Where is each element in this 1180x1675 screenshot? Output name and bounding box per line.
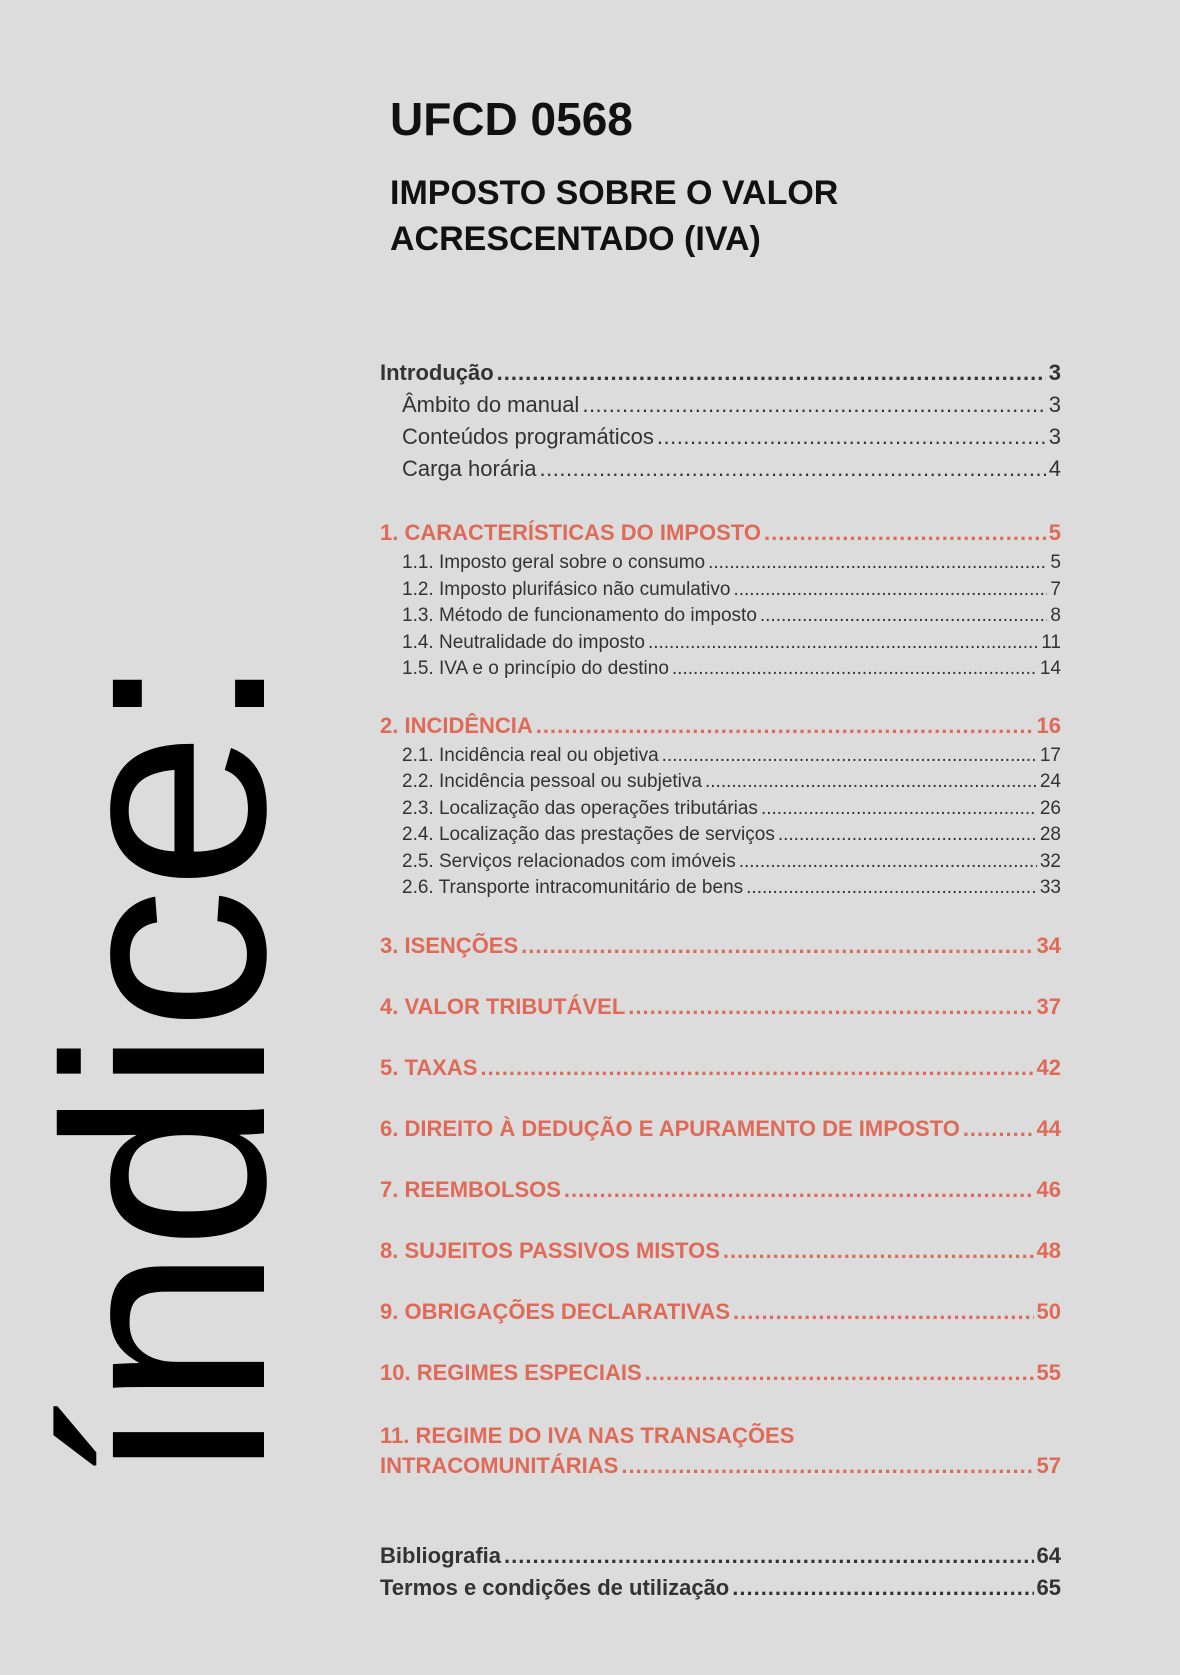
dot-leader bbox=[648, 632, 1038, 654]
toc-section-page: 34 bbox=[1036, 932, 1061, 958]
toc-entry-page: 33 bbox=[1039, 877, 1061, 898]
toc-section-label: 7. REEMBOLSOS bbox=[380, 1176, 561, 1202]
toc-entry-page: 26 bbox=[1039, 797, 1061, 819]
toc-entry-page: 3 bbox=[1048, 392, 1061, 417]
toc-entry-page: 64 bbox=[1036, 1542, 1061, 1568]
toc-entry-page: 5 bbox=[1050, 552, 1061, 573]
toc-subentry[interactable] bbox=[380, 851, 1061, 878]
toc-section-9[interactable] bbox=[380, 1299, 1061, 1331]
dot-leader bbox=[540, 456, 1046, 482]
dot-leader bbox=[504, 1543, 1034, 1569]
dot-leader bbox=[662, 745, 1037, 767]
toc-section-label: 4. VALOR TRIBUTÁVEL bbox=[380, 993, 626, 1019]
toc-entry-label: 1.3. Método de funcionamento do imposto bbox=[402, 605, 757, 626]
toc-entry-termos[interactable] bbox=[380, 1575, 1061, 1607]
toc-entry-label: 2.3. Localização das operações tributárias bbox=[402, 797, 758, 819]
dot-leader bbox=[733, 579, 1047, 601]
toc-subentry[interactable] bbox=[380, 824, 1061, 851]
toc-subentry[interactable] bbox=[380, 771, 1061, 798]
toc-entry-page: 3 bbox=[1048, 424, 1061, 449]
toc-entry-page: 32 bbox=[1039, 850, 1061, 872]
toc-subentry[interactable] bbox=[380, 658, 1061, 685]
dot-leader bbox=[497, 360, 1046, 386]
toc-entry-page: 65 bbox=[1036, 1574, 1061, 1600]
table-of-contents bbox=[380, 360, 1061, 1607]
toc-subentry[interactable] bbox=[380, 605, 1061, 632]
toc-section-8[interactable] bbox=[380, 1238, 1061, 1270]
dot-leader bbox=[645, 1360, 1034, 1386]
dot-leader bbox=[621, 1451, 1033, 1481]
toc-entry-page: 4 bbox=[1048, 456, 1061, 481]
toc-section-4[interactable] bbox=[380, 994, 1061, 1026]
toc-entry-page: 28 bbox=[1039, 824, 1061, 845]
toc-entry-page: 11 bbox=[1041, 631, 1061, 653]
toc-entry-page: 24 bbox=[1039, 771, 1061, 792]
toc-entry-page: 8 bbox=[1050, 605, 1061, 626]
toc-section-label: 2. INCIDÊNCIA bbox=[380, 712, 533, 738]
toc-section-5[interactable] bbox=[380, 1055, 1061, 1087]
dot-leader bbox=[733, 1299, 1034, 1325]
dot-leader bbox=[582, 392, 1045, 418]
toc-section-label: 10. REGIMES ESPECIAIS bbox=[380, 1359, 642, 1385]
toc-entry-label: 1.2. Imposto plurifásico não cumulativo bbox=[402, 578, 731, 600]
toc-entry-introducao[interactable] bbox=[380, 360, 1061, 392]
toc-section-label: 1. CARACTERÍSTICAS DO IMPOSTO bbox=[380, 520, 761, 545]
toc-section-page: 57 bbox=[1036, 1452, 1061, 1478]
dot-leader bbox=[778, 824, 1037, 846]
toc-entry-label: Âmbito do manual bbox=[402, 392, 580, 417]
index-side-heading: índice: bbox=[5, 655, 325, 1485]
dot-leader bbox=[564, 1177, 1034, 1203]
toc-entry-page: 17 bbox=[1039, 744, 1061, 766]
toc-section-label-line2: INTRACOMUNITÁRIAS bbox=[380, 1452, 619, 1478]
dot-leader bbox=[732, 1575, 1033, 1601]
toc-section-label: 6. DIREITO À DEDUÇÃO E APURAMENTO DE IMPOSTO bbox=[380, 1115, 960, 1141]
toc-entry-page: 3 bbox=[1048, 360, 1061, 385]
toc-entry-label: 1.5. IVA e o princípio do destino bbox=[402, 658, 669, 679]
toc-subentry[interactable] bbox=[380, 798, 1061, 825]
toc-section-page: 37 bbox=[1036, 993, 1061, 1019]
toc-entry-label: Termos e condições de utilização bbox=[380, 1574, 730, 1600]
toc-section-label-line1: 11. REGIME DO IVA NAS TRANSAÇÕES bbox=[380, 1422, 795, 1448]
toc-entry-label: 2.5. Serviços relacionados com imóveis bbox=[402, 850, 736, 872]
toc-section-page: 44 bbox=[1036, 1115, 1061, 1141]
dot-leader bbox=[657, 424, 1046, 450]
dot-leader bbox=[761, 798, 1037, 820]
dot-leader bbox=[708, 552, 1047, 574]
toc-entry-label: Conteúdos programáticos bbox=[402, 424, 654, 449]
toc-subentry[interactable] bbox=[380, 579, 1061, 606]
toc-entry-label: Bibliografia bbox=[380, 1542, 502, 1568]
toc-section-10[interactable] bbox=[380, 1360, 1061, 1392]
toc-section-page: 5 bbox=[1048, 520, 1061, 545]
dot-leader bbox=[628, 994, 1033, 1020]
toc-section-page: 42 bbox=[1036, 1054, 1061, 1080]
toc-entry-label: 2.1. Incidência real ou objetiva bbox=[402, 744, 659, 766]
document-title: IMPOSTO SOBRE O VALOR ACRESCENTADO (IVA) bbox=[390, 174, 839, 258]
toc-section-page: 48 bbox=[1036, 1237, 1061, 1263]
toc-section-3[interactable] bbox=[380, 933, 1061, 965]
dot-leader bbox=[739, 851, 1037, 873]
toc-entry-page: 14 bbox=[1039, 658, 1061, 679]
toc-entry-page: 7 bbox=[1050, 578, 1061, 600]
toc-section-page: 46 bbox=[1036, 1176, 1061, 1202]
toc-section-label: 5. TAXAS bbox=[380, 1054, 478, 1080]
toc-section-1[interactable] bbox=[380, 520, 1061, 552]
toc-entry-conteudos[interactable] bbox=[380, 424, 1061, 456]
toc-entry-carga-horaria[interactable] bbox=[380, 456, 1061, 488]
toc-section-2[interactable] bbox=[380, 713, 1061, 745]
dot-leader bbox=[760, 605, 1048, 627]
toc-subentry[interactable] bbox=[380, 632, 1061, 659]
toc-section-7[interactable] bbox=[380, 1177, 1061, 1209]
toc-entry-label: Introdução bbox=[380, 360, 494, 385]
dot-leader bbox=[723, 1238, 1034, 1264]
toc-subentry[interactable] bbox=[380, 552, 1061, 579]
dot-leader bbox=[521, 933, 1033, 959]
toc-entry-label: 2.2. Incidência pessoal ou subjetiva bbox=[402, 771, 702, 792]
toc-section-label: 3. ISENÇÕES bbox=[380, 932, 519, 958]
toc-subentry[interactable] bbox=[380, 745, 1061, 772]
dot-leader bbox=[963, 1116, 1034, 1142]
toc-subentry[interactable] bbox=[380, 877, 1061, 904]
dot-leader bbox=[746, 877, 1037, 899]
toc-entry-label: 2.6. Transporte intracomunitário de bens bbox=[402, 877, 744, 898]
toc-entry-ambito[interactable] bbox=[380, 392, 1061, 424]
toc-section-page: 16 bbox=[1036, 712, 1061, 738]
toc-section-page: 55 bbox=[1036, 1359, 1061, 1385]
course-code: UFCD 0568 bbox=[390, 93, 633, 145]
toc-entry-label: Carga horária bbox=[402, 456, 537, 481]
dot-leader bbox=[480, 1055, 1033, 1081]
dot-leader bbox=[705, 771, 1037, 793]
toc-section-11[interactable] bbox=[380, 1421, 1061, 1481]
toc-section-label: 9. OBRIGAÇÕES DECLARATIVAS bbox=[380, 1298, 730, 1324]
dot-leader bbox=[672, 658, 1037, 680]
toc-section-label: 8. SUJEITOS PASSIVOS MISTOS bbox=[380, 1237, 720, 1263]
toc-entry-label: 1.1. Imposto geral sobre o consumo bbox=[402, 552, 706, 573]
toc-entry-label: 1.4. Neutralidade do imposto bbox=[402, 631, 645, 653]
toc-entry-label: 2.4. Localização das prestações de serviços bbox=[402, 824, 775, 845]
toc-section-page: 50 bbox=[1036, 1298, 1061, 1324]
toc-section-6[interactable] bbox=[380, 1116, 1061, 1148]
dot-leader bbox=[536, 713, 1034, 739]
dot-leader bbox=[764, 520, 1046, 546]
toc-entry-bibliografia[interactable] bbox=[380, 1543, 1061, 1575]
